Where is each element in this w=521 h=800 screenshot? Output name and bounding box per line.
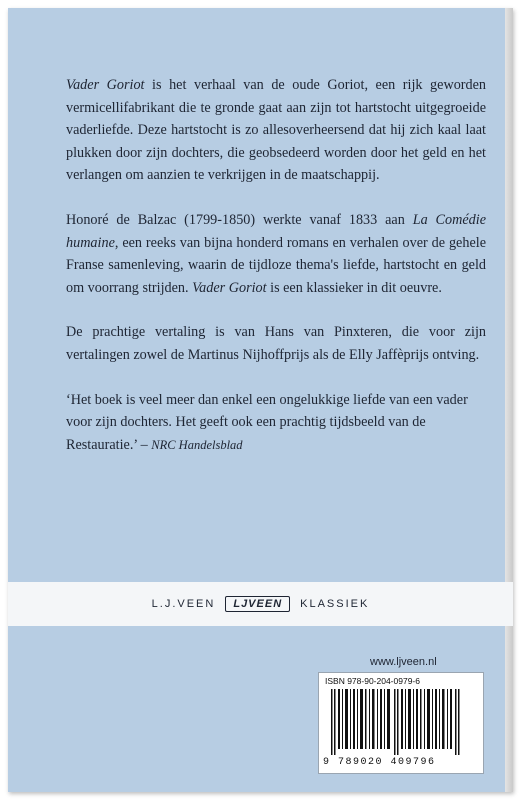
blurb-paragraph-2-text-a: Honoré de Balzac (1799-1850) werkte vanaf 1833 aan bbox=[66, 211, 413, 228]
back-cover bbox=[8, 8, 513, 792]
quote-text: ‘Het boek is veel meer dan enkel een ongelukkige liefde van een vader voor zijn dochters. Het geeft ook een prachtig tijdsbeeld van de Restauratie.’ – bbox=[66, 391, 468, 453]
publisher-band bbox=[8, 582, 513, 626]
publisher-logo: LJVEEN bbox=[225, 596, 290, 612]
work-title: La Comédie humaine bbox=[66, 211, 486, 251]
blurb-paragraph-2-text-b: , een reeks van bijna honderd romans en verhalen over de gehele Franse samenleving, waarin de tijdloze thema's liefde, hartstocht en geld om voorrang strijden. bbox=[66, 234, 486, 296]
book-title: Vader Goriot bbox=[66, 77, 145, 93]
blurb-paragraph-2 bbox=[66, 209, 486, 299]
barcode-digits: 9 789020 409796 bbox=[323, 757, 436, 768]
blurb-paragraph-1 bbox=[66, 74, 486, 187]
series-name: KLASSIEK bbox=[300, 598, 370, 610]
barcode-icon bbox=[331, 689, 471, 755]
review-quote bbox=[66, 389, 486, 457]
quote-source: NRC Handelsblad bbox=[151, 437, 243, 452]
page-edge bbox=[505, 8, 513, 792]
isbn-label: ISBN 978-90-204-0979-6 bbox=[325, 676, 420, 686]
website-url: www.ljveen.nl bbox=[370, 656, 437, 668]
publisher-name: L.J.VEEN bbox=[151, 598, 216, 610]
blurb-paragraph-3: De prachtige vertaling is van Hans van Pinxteren, die voor zijn vertalingen zowel de Martinus Nijhoffprijs als de Elly Jaffèprijs ontving. bbox=[66, 324, 486, 363]
blurb-text bbox=[66, 74, 486, 478]
book-title-2: Vader Goriot bbox=[192, 279, 267, 296]
blurb-paragraph-2-text-c: is een klassieker in dit oeuvre. bbox=[266, 279, 442, 296]
blurb-paragraph-1-text: is het verhaal van de oude Goriot, een rijk geworden vermicellifabrikant die te gronde gaat aan zijn tot hartstocht uitgegroeide vaderliefde. Deze hartstocht is zo allesoverheersend dat hij zich kaal laat plukken door zijn dochters, die geobsedeerd worden door het geld en het verlangen om aanzien te verkrijgen in de maatschappij. bbox=[66, 77, 486, 184]
barcode-box bbox=[318, 672, 484, 774]
